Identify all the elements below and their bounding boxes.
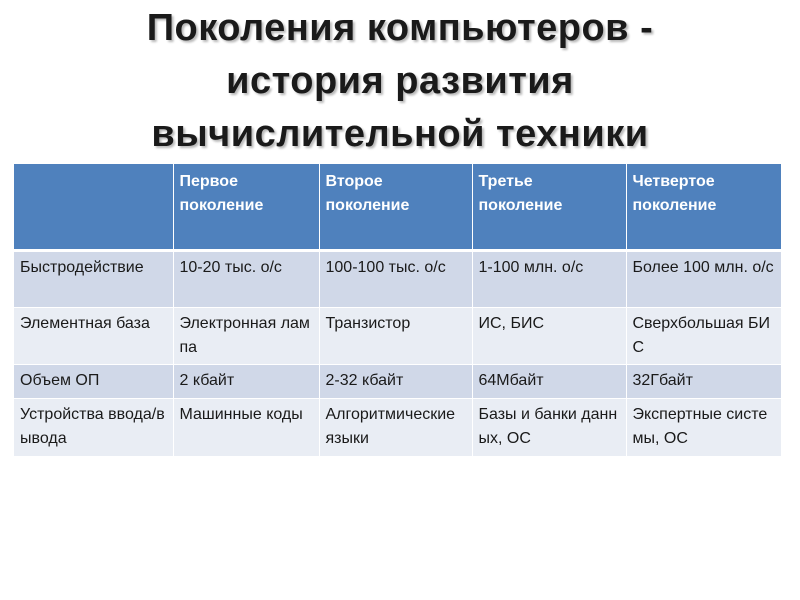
table-cell: Более 100 млн. о/с — [626, 250, 781, 307]
table-cell: Транзистор — [319, 307, 472, 364]
row-label-cell: Объем ОП — [14, 364, 173, 398]
table-cell: 2 кбайт — [173, 364, 319, 398]
table-cell: 32Гбайт — [626, 364, 781, 398]
header-cell-second-generation: Второе поколение — [319, 164, 472, 250]
table-cell: Машинные коды — [173, 398, 319, 456]
table-cell: Экспертные системы, ОС — [626, 398, 781, 456]
header-cell-empty — [14, 164, 173, 250]
slide-title-line-2: история развития — [226, 60, 574, 102]
table-cell: 10-20 тыс. о/с — [173, 250, 319, 307]
table-cell: Базы и банки данных, ОС — [472, 398, 626, 456]
table-cell: 100-100 тыс. о/с — [319, 250, 472, 307]
slide-title-line-1: Поколения компьютеров - — [146, 7, 654, 49]
header-cell-fourth-generation: Четвертое поколение — [626, 164, 781, 250]
row-label-cell: Устройства ввода/вывода — [14, 398, 173, 456]
slide-title-line-3: вычислительной техники — [151, 113, 649, 155]
table-row-performance — [14, 250, 781, 307]
slide-title — [0, 2, 800, 161]
table-cell: 64Мбайт — [472, 364, 626, 398]
table-row-memory — [14, 364, 781, 398]
row-label-cell: Быстродействие — [14, 250, 173, 307]
header-cell-first-generation: Первое поколение — [173, 164, 319, 250]
table-cell: ИС, БИС — [472, 307, 626, 364]
table-row-element-base — [14, 307, 781, 364]
generations-table — [14, 164, 781, 456]
table-cell: 2-32 кбайт — [319, 364, 472, 398]
table-row-io-devices — [14, 398, 781, 456]
table-header-row — [14, 164, 781, 250]
header-cell-third-generation: Третье поколение — [472, 164, 626, 250]
table-cell: Алгоритмические языки — [319, 398, 472, 456]
row-label-cell: Элементная база — [14, 307, 173, 364]
table-cell: Сверхбольшая БИС — [626, 307, 781, 364]
table-cell: 1-100 млн. о/с — [472, 250, 626, 307]
table-cell: Электронная лампа — [173, 307, 319, 364]
